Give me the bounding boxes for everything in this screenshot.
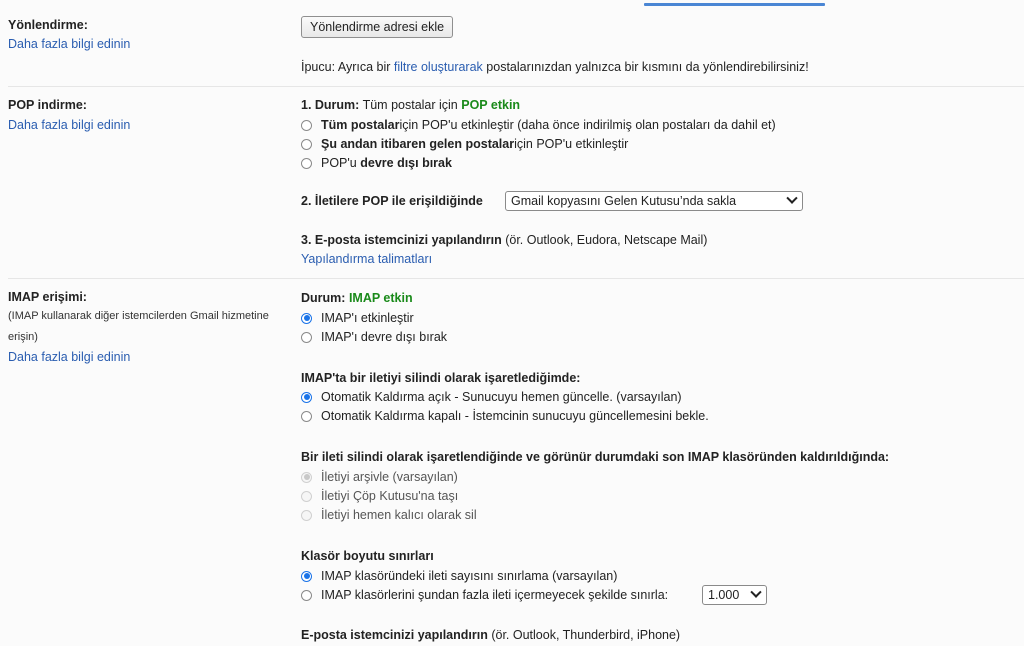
imap-learn-more-link[interactable]: Daha fazla bilgi edinin: [8, 350, 131, 364]
option-text: IMAP'ı devre dışı bırak: [321, 330, 448, 344]
pop-action-select[interactable]: [505, 191, 803, 211]
radio-button[interactable]: [301, 590, 312, 601]
pop-option-all-mail[interactable]: [301, 116, 776, 134]
radio-button: [301, 510, 312, 521]
pop-step3-hint: (ör. Outlook, Eudora, Netscape Mail): [501, 233, 708, 247]
imap-subtitle-line1: (IMAP kullanarak diğer istemcilerden Gmail hizmetine: [8, 310, 269, 322]
pop-status-value: POP etkin: [461, 98, 521, 112]
radio-button[interactable]: [301, 139, 312, 150]
tip-suffix: postalarınızdan yalnızca bir kısmını da yönlendirebilirsiniz!: [482, 60, 809, 74]
imap-expunge-heading: Bir ileti silindi olarak işaretlendiğinde ve görünür durumdaki son IMAP klasöründen kaldırıldığında:: [301, 450, 890, 464]
delete-forever-option: [301, 506, 477, 524]
radio-button[interactable]: [301, 158, 312, 169]
option-text: İletiyi hemen kalıcı olarak sil: [321, 508, 477, 522]
imap-status: [301, 291, 413, 305]
pop-option-disable[interactable]: [301, 154, 452, 172]
imap-client-hint: (ör. Outlook, Thunderbird, iPhone): [487, 628, 681, 642]
pop-status-label: 1. Durum:: [301, 98, 360, 112]
forwarding-learn-more-link[interactable]: Daha fazla bilgi edinin: [8, 37, 131, 51]
option-text: İletiyi Çöp Kutusu'na taşı: [321, 489, 459, 503]
option-bold-text: Şu andan itibaren gelen postalar: [321, 137, 515, 151]
folder-size-heading: Klasör boyutu sınırları: [301, 549, 434, 563]
auto-expunge-off-option[interactable]: [301, 407, 709, 425]
archive-message-option: [301, 468, 458, 486]
imap-client-config: [301, 628, 680, 642]
radio-button[interactable]: [301, 120, 312, 131]
forwarding-tip: [301, 60, 809, 74]
tip-prefix: İpucu: Ayrıca bir: [301, 60, 394, 74]
radio-button[interactable]: [301, 392, 312, 403]
imap-client-label: E-posta istemcinizi yapılandırın: [301, 628, 488, 642]
option-text: için POP'u etkinleştir (daha önce indirilmiş olan postaları da dahil et): [399, 118, 776, 132]
select-value: Gmail kopyasını Gelen Kutusu’nda sakla: [511, 194, 737, 208]
select-value: 1.000: [708, 588, 740, 602]
active-tab-indicator: [644, 3, 825, 6]
option-text: Otomatik Kaldırma kapalı - İstemcinin sunucuyu güncellemesini bekle.: [321, 409, 709, 423]
imap-delete-heading: IMAP'ta bir iletiyi silindi olarak işaretlediğimde:: [301, 371, 581, 385]
imap-disable-option[interactable]: [301, 328, 447, 346]
create-filter-link[interactable]: filtre oluşturarak: [393, 60, 483, 74]
config-instructions-link[interactable]: Yapılandırma talimatları: [301, 252, 433, 266]
no-folder-limit-option[interactable]: [301, 567, 617, 585]
pop-status: [301, 98, 520, 112]
limit-folder-option[interactable]: [301, 586, 668, 604]
add-forwarding-address-button[interactable]: Yönlendirme adresi ekle: [301, 16, 453, 38]
imap-subtitle-line2: erişin): [8, 331, 38, 343]
option-text: İletiyi arşivle (varsayılan): [321, 470, 458, 484]
option-bold-text: Tüm postalar: [321, 118, 400, 132]
pop-step2-label: 2. İletilere POP ile erişildiğinde: [301, 194, 483, 208]
radio-button: [301, 472, 312, 483]
option-text: POP'u: [321, 156, 357, 170]
chevron-down-icon: [750, 587, 761, 598]
auto-expunge-on-option[interactable]: [301, 388, 682, 406]
imap-status-label: Durum:: [301, 291, 346, 305]
imap-enable-option[interactable]: [301, 309, 414, 327]
radio-button: [301, 491, 312, 502]
pop-learn-more-link[interactable]: Daha fazla bilgi edinin: [8, 118, 131, 132]
radio-button[interactable]: [301, 313, 312, 324]
move-to-trash-option: [301, 487, 458, 505]
pop-step3: [301, 233, 707, 247]
radio-button[interactable]: [301, 411, 312, 422]
folder-limit-select[interactable]: [702, 585, 767, 605]
pop-option-from-now[interactable]: [301, 135, 628, 153]
option-text: için POP'u etkinleştir: [514, 137, 629, 151]
option-text: IMAP klasörlerini şundan fazla ileti içermeyecek şekilde sınırla:: [321, 588, 669, 602]
chevron-down-icon: [786, 193, 797, 204]
option-text: Otomatik Kaldırma açık - Sunucuyu hemen güncelle. (varsayılan): [321, 390, 682, 404]
imap-title: IMAP erişimi:: [8, 290, 87, 304]
pop-title: POP indirme:: [8, 98, 87, 112]
option-bold-text: devre dışı bırak: [360, 156, 452, 170]
pop-step3-label: 3. E-posta istemcinizi yapılandırın: [301, 233, 502, 247]
section-divider: [8, 86, 1024, 87]
pop-status-text: Tüm postalar için: [359, 98, 462, 112]
section-divider: [8, 278, 1024, 279]
imap-status-value: IMAP etkin: [348, 291, 413, 305]
option-text: IMAP'ı etkinleştir: [321, 311, 414, 325]
option-text: IMAP klasöründeki ileti sayısını sınırlama (varsayılan): [321, 569, 618, 583]
forwarding-title: Yönlendirme:: [8, 18, 88, 32]
radio-button[interactable]: [301, 332, 312, 343]
radio-button[interactable]: [301, 571, 312, 582]
